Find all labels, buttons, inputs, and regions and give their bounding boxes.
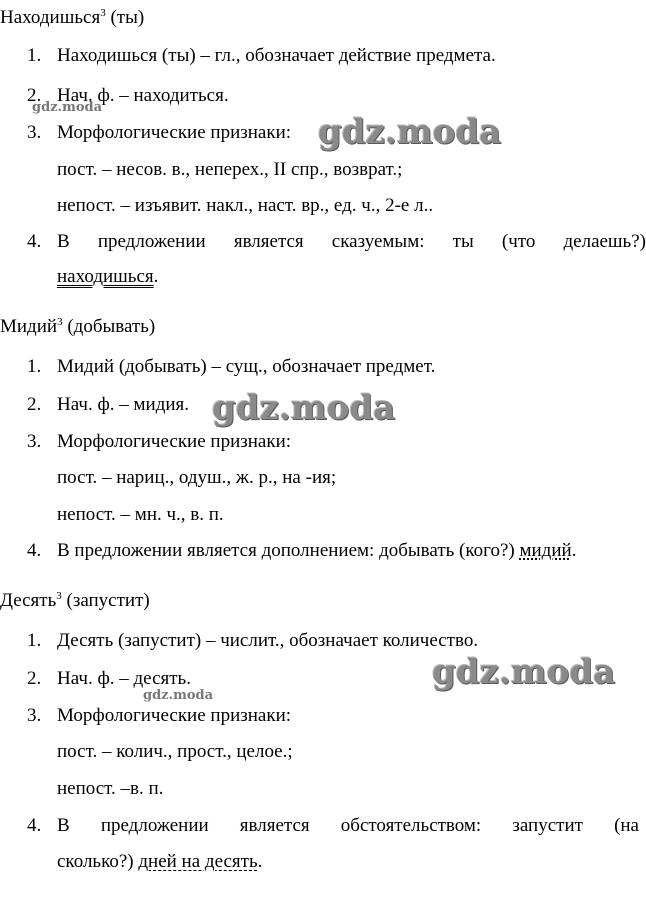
sub-item: непост. –в. п. bbox=[57, 778, 164, 799]
sub-item: пост. – нариц., одуш., ж. р., на -ия; bbox=[57, 467, 337, 488]
heading-word-3 bbox=[0, 585, 150, 612]
list-item: Десять (запустит) – числит., обозначает количество. bbox=[57, 630, 479, 651]
underlined-word: мидий bbox=[519, 540, 572, 561]
list-item: Нач. ф. – мидия. bbox=[57, 394, 190, 415]
punctuation: . bbox=[571, 540, 577, 561]
superscript: 3 bbox=[56, 590, 62, 602]
list-number: 1. bbox=[27, 630, 42, 651]
list-item: Находишься (ты) – гл., обозначает действие предмета. bbox=[57, 45, 496, 66]
list-number: 2. bbox=[27, 668, 42, 689]
underlined-words: дней на десять bbox=[138, 851, 258, 872]
item-text: В предложении является дополнением: добывать (кого?) bbox=[57, 540, 520, 561]
heading-word: Десять bbox=[0, 590, 57, 611]
list-number: 3. bbox=[27, 705, 42, 726]
heading-context: (запустит) bbox=[61, 590, 150, 611]
list-item-continuation bbox=[57, 266, 158, 288]
list-item bbox=[57, 540, 576, 562]
list-number: 2. bbox=[27, 394, 42, 415]
list-item: Нач. ф. – находиться. bbox=[57, 85, 229, 106]
heading-word-2 bbox=[0, 311, 155, 338]
punctuation: . bbox=[257, 851, 263, 872]
superscript: 3 bbox=[100, 7, 106, 19]
list-item: В предложении является сказуемым: ты (что делаешь?) bbox=[57, 231, 646, 252]
list-item: Нач. ф. – десять. bbox=[57, 668, 191, 689]
list-number: 3. bbox=[27, 431, 42, 452]
heading-word-1 bbox=[0, 2, 144, 29]
list-number: 1. bbox=[27, 356, 42, 377]
list-number: 2. bbox=[27, 85, 42, 106]
sub-item: пост. – несов. в., неперех., II спр., возврат.; bbox=[57, 159, 403, 180]
watermark-logo: gdz.moda bbox=[432, 652, 616, 692]
heading-context: (ты) bbox=[105, 7, 145, 28]
sub-item: непост. – изъявит. накл., наст. вр., ед. ч., 2-е л.. bbox=[57, 195, 434, 216]
list-number: 1. bbox=[27, 45, 42, 66]
list-item: Мидий (добывать) – сущ., обозначает предмет. bbox=[57, 356, 436, 377]
list-item: Морфологические признаки: bbox=[57, 705, 292, 726]
watermark-logo: gdz.moda bbox=[212, 388, 396, 428]
sub-item: непост. – мн. ч., в. п. bbox=[57, 504, 224, 525]
underlined-word: находишься bbox=[57, 266, 154, 287]
superscript: 3 bbox=[57, 316, 63, 328]
heading-word: Находишься bbox=[0, 7, 101, 28]
list-item-continuation bbox=[57, 851, 262, 873]
item-text: сколько?) bbox=[57, 851, 139, 872]
punctuation: . bbox=[153, 266, 159, 287]
watermark-logo-small: gdz.moda bbox=[32, 100, 103, 115]
list-item: В предложении является обстоятельством: запустит (на bbox=[57, 815, 639, 836]
list-item: Морфологические признаки: bbox=[57, 431, 292, 452]
watermark-logo: gdz.moda bbox=[318, 112, 502, 152]
list-number: 4. bbox=[27, 540, 42, 561]
list-item: Морфологические признаки: bbox=[57, 122, 292, 143]
heading-context: (добывать) bbox=[62, 316, 156, 337]
watermark-logo-small: gdz.moda bbox=[143, 688, 214, 703]
heading-word: Мидий bbox=[0, 316, 58, 337]
sub-item: пост. – колич., прост., целое.; bbox=[57, 741, 293, 762]
list-number: 3. bbox=[27, 122, 42, 143]
list-number: 4. bbox=[27, 815, 42, 836]
list-number: 4. bbox=[27, 231, 42, 252]
